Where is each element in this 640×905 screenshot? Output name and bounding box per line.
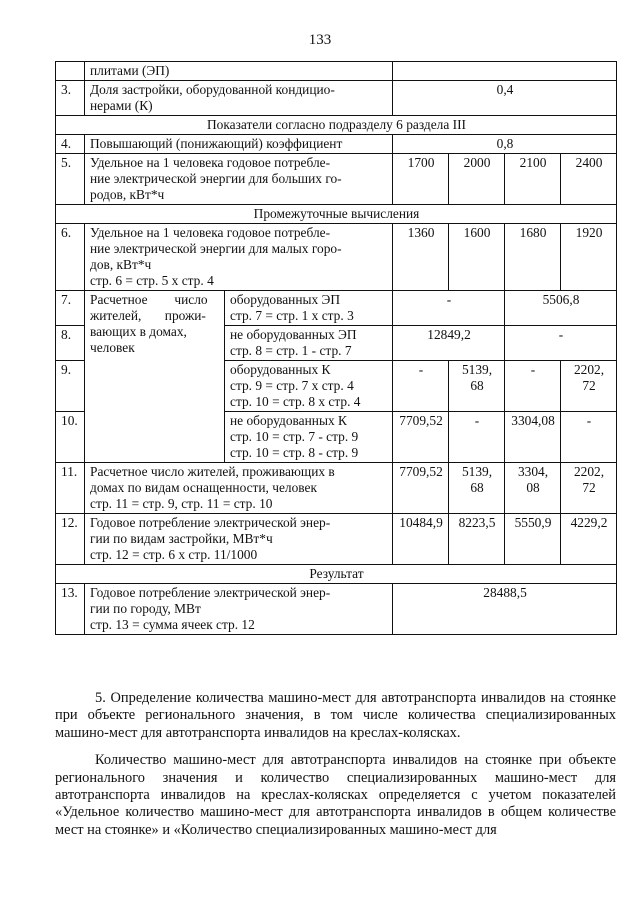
- row-number: 8.: [56, 326, 85, 361]
- section-header: Результат: [56, 565, 617, 584]
- row-value: -: [505, 361, 561, 412]
- row-number: 13.: [56, 584, 85, 635]
- row-value: 5550,9: [505, 514, 561, 565]
- row-value: -: [393, 361, 449, 412]
- row-label: Повышающий (понижающий) коэффициент: [85, 135, 393, 154]
- row-number: 9.: [56, 361, 85, 412]
- section-header-row: [56, 565, 617, 584]
- row-number: 6.: [56, 224, 85, 291]
- table-row-4: [56, 135, 617, 154]
- row-value: 0,4: [393, 81, 617, 116]
- row-value: 5139, 68: [449, 361, 505, 412]
- row-value: 3304,08: [505, 412, 561, 463]
- row-value: 8223,5: [449, 514, 505, 565]
- row-number: 5.: [56, 154, 85, 205]
- row-label: Удельное на 1 человека годовое потребле- ние электрической энергии для больших го- родов, кВт*ч: [85, 154, 393, 205]
- row-number: 12.: [56, 514, 85, 565]
- row-number: 4.: [56, 135, 85, 154]
- row-value: -: [505, 326, 617, 361]
- row-value: 1600: [449, 224, 505, 291]
- body-text: [55, 690, 616, 839]
- row-value: 2100: [505, 154, 561, 205]
- calculation-table: [55, 61, 617, 635]
- row-label: не оборудованных К стр. 10 = стр. 7 - стр. 9 стр. 10 = стр. 8 - стр. 9: [225, 412, 393, 463]
- row-label: плитами (ЭП): [85, 62, 393, 81]
- row-value: 28488,5: [393, 584, 617, 635]
- group-label-residents: Расчетное число жителей, прожи- вающих в домах, человек: [85, 291, 225, 463]
- row-value: 5506,8: [505, 291, 617, 326]
- row-value: 0,8: [393, 135, 617, 154]
- paragraph: 5. Определение количества машино-мест для автотранспорта инвалидов на стоянке при объекте регионального значения, в том числе количества специализированных машино-мест для автотранспорта инвалидов на креслах-колясках.: [55, 690, 616, 741]
- row-label: оборудованных К стр. 9 = стр. 7 х стр. 4 стр. 10 = стр. 8 х стр. 4: [225, 361, 393, 412]
- row-value: 2202, 72: [561, 361, 617, 412]
- row-value: 7709,52: [393, 412, 449, 463]
- row-value: 2202, 72: [561, 463, 617, 514]
- row-value: 12849,2: [393, 326, 505, 361]
- row-value: -: [561, 412, 617, 463]
- row-number: 11.: [56, 463, 85, 514]
- page-number: 133: [308, 32, 332, 48]
- section-header: Промежуточные вычисления: [56, 205, 617, 224]
- table-row-12: [56, 514, 617, 565]
- row-value: 5139, 68: [449, 463, 505, 514]
- row-value: 1920: [561, 224, 617, 291]
- row-value: 2000: [449, 154, 505, 205]
- row-value: 1680: [505, 224, 561, 291]
- row-value: 7709,52: [393, 463, 449, 514]
- row-number: 3.: [56, 81, 85, 116]
- table-row-6: [56, 224, 617, 291]
- table-row-3: [56, 81, 617, 116]
- row-number: 10.: [56, 412, 85, 463]
- row-label: Расчетное число жителей, проживающих в домах по видам оснащенности, человек стр. 11 = стр. 9, стр. 11 = стр. 10: [85, 463, 393, 514]
- row-label: Годовое потребление электрической энер- гии по видам застройки, МВт*ч стр. 12 = стр. 6 х стр. 11/1000: [85, 514, 393, 565]
- row-value: 3304, 08: [505, 463, 561, 514]
- row-label: оборудованных ЭП стр. 7 = стр. 1 х стр. 3: [225, 291, 393, 326]
- row-label: не оборудованных ЭП стр. 8 = стр. 1 - стр. 7: [225, 326, 393, 361]
- row-value: 10484,9: [393, 514, 449, 565]
- table-row-continuation: [56, 62, 617, 81]
- row-label: Удельное на 1 человека годовое потребле- ние электрической энергии для малых горо- дов, кВт*ч стр. 6 = стр. 5 х стр. 4: [85, 224, 393, 291]
- row-value: 1700: [393, 154, 449, 205]
- paragraph: Количество машино-мест для автотранспорта инвалидов на стоянке при объекте регионального значения и количество специализированных машино-мест для автотранспорта инвалидов на креслах-колясках определяется с учетом показателей «Удельное количество машино-мест для автотранспорта инвалидов в общем количестве мест на стоянке» и «Количество специализированных машино-мест для: [55, 752, 616, 838]
- row-value: 2400: [561, 154, 617, 205]
- row-label: Годовое потребление электрической энер- гии по городу, МВт стр. 13 = сумма ячеек стр. 12: [85, 584, 393, 635]
- row-label: Доля застройки, оборудованной кондицио- нерами (К): [85, 81, 393, 116]
- section-header-row: [56, 116, 617, 135]
- table-row-11: [56, 463, 617, 514]
- row-value: 4229,2: [561, 514, 617, 565]
- table-row-5: [56, 154, 617, 205]
- section-header-row: [56, 205, 617, 224]
- table-row-7: [56, 291, 617, 326]
- row-value: -: [393, 291, 505, 326]
- row-number: 7.: [56, 291, 85, 326]
- row-value: 1360: [393, 224, 449, 291]
- table-row-13: [56, 584, 617, 635]
- row-value: -: [449, 412, 505, 463]
- section-header: Показатели согласно подразделу 6 раздела III: [56, 116, 617, 135]
